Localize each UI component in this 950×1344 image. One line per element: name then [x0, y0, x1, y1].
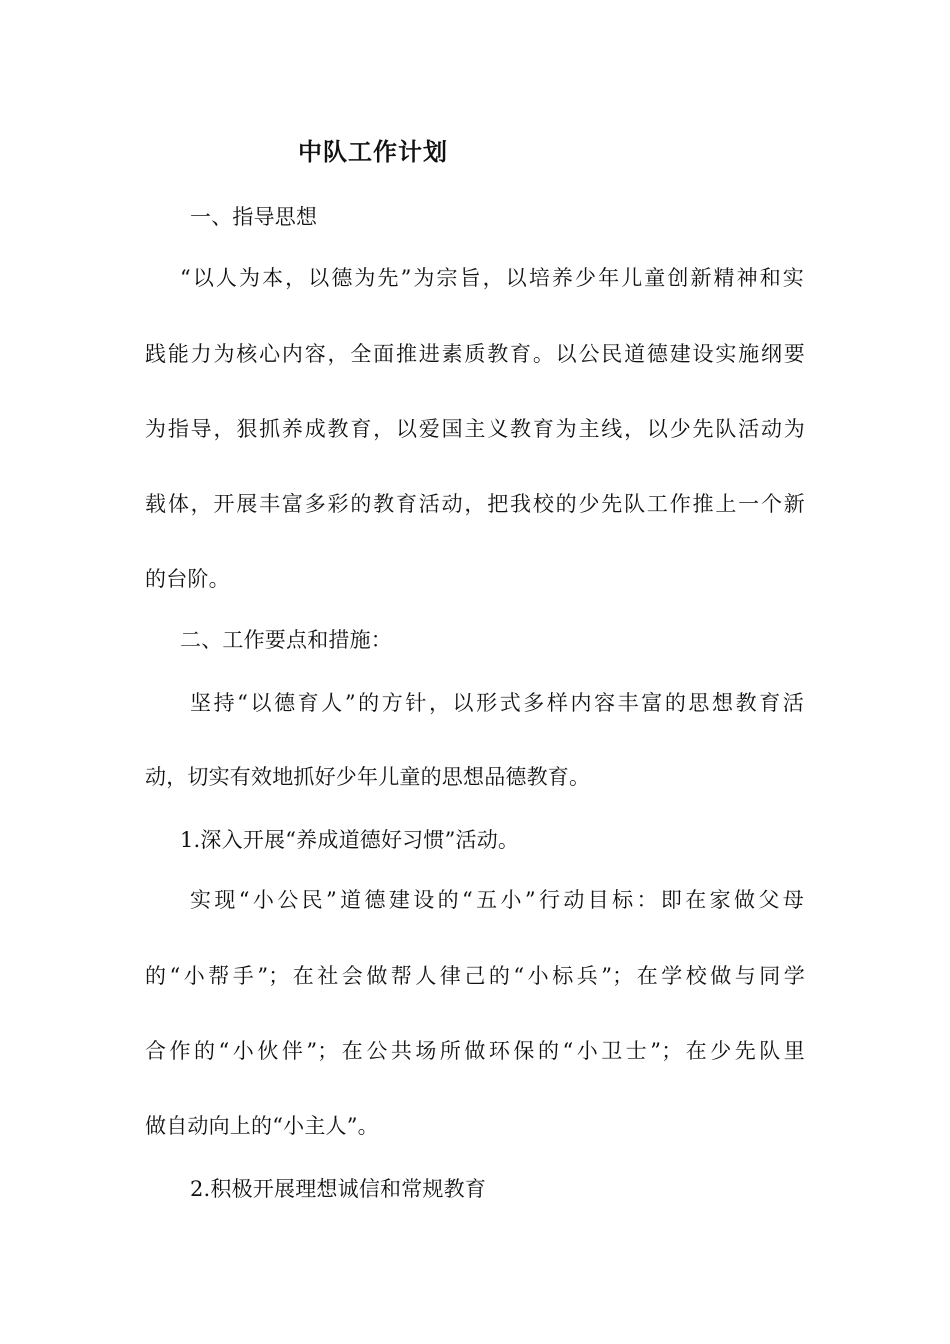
paragraph-line: 坚持“以德育人”的方针，以形式多样内容丰富的思想教育活: [190, 691, 804, 715]
paragraph-line: 动，切实有效地抓好少年儿童的思想品德教育。: [145, 765, 591, 789]
paragraph-line: 的“小帮手”；在社会做帮人律己的“小标兵”；在学校做与同学: [145, 964, 805, 988]
paragraph-line: 为指导，狠抓养成教育，以爱国主义教育为主线，以少先队活动为: [145, 417, 805, 441]
paragraph-line: 实现“小公民”道德建设的“五小”行动目标：即在家做父母: [190, 888, 804, 912]
list-item-2: 2.积极开展理想诚信和常规教育: [190, 1177, 487, 1201]
paragraph-line: “以人为本，以德为先”为宗旨，以培养少年儿童创新精神和实: [180, 266, 804, 290]
section-heading-work-points: 二、工作要点和措施：: [180, 628, 392, 652]
list-item-1: 1.深入开展“养成道德好习惯”活动。: [180, 828, 520, 852]
section-heading-guiding-thought: 一、指导思想: [190, 205, 318, 229]
paragraph-line: 合作的“小伙伴”；在公共场所做环保的“小卫士”；在少先队里: [145, 1039, 805, 1063]
paragraph-line: 践能力为核心内容，全面推进素质教育。以公民道德建设实施纲要: [145, 342, 805, 366]
document-title: 中队工作计划: [298, 137, 448, 166]
paragraph-line: 做自动向上的“小主人”。: [145, 1114, 379, 1138]
paragraph-line: 载体，开展丰富多彩的教育活动，把我校的少先队工作推上一个新: [145, 492, 805, 516]
paragraph-line: 的台阶。: [145, 567, 230, 591]
